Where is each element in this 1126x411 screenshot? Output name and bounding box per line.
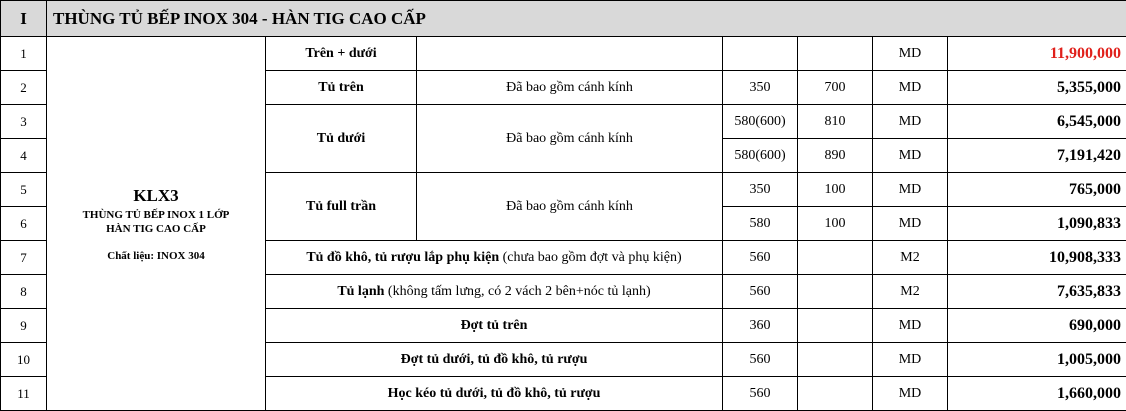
item-name: Đợt tủ trên (266, 309, 723, 343)
item-unit: MD (873, 37, 948, 71)
item-depth: 350 (723, 71, 798, 105)
item-price: 10,908,333 (948, 241, 1126, 275)
row-number: 5 (1, 173, 47, 207)
item-depth: 560 (723, 377, 798, 411)
item-depth: 580 (723, 207, 798, 241)
item-name: Tủ lạnh (337, 284, 384, 299)
item-unit: M2 (873, 275, 948, 309)
item-name: Đợt tủ dưới, tủ đồ khô, tủ rượu (266, 343, 723, 377)
item-unit: MD (873, 173, 948, 207)
item-height: 810 (798, 105, 873, 139)
row-number: 6 (1, 207, 47, 241)
item-name: Tủ đồ khô, tủ rượu lắp phụ kiện (306, 250, 499, 265)
item-depth: 350 (723, 173, 798, 207)
item-depth: 560 (723, 275, 798, 309)
item-name-cell (266, 241, 723, 275)
item-desc (417, 37, 723, 71)
item-depth (723, 37, 798, 71)
item-desc: Đã bao gồm cánh kính (417, 71, 723, 105)
item-note: (chưa bao gồm đợt và phụ kiện) (499, 250, 682, 265)
item-unit: MD (873, 309, 948, 343)
item-height (798, 37, 873, 71)
item-height: 890 (798, 139, 873, 173)
item-depth: 560 (723, 241, 798, 275)
item-unit: MD (873, 71, 948, 105)
item-price: 690,000 (948, 309, 1126, 343)
row-number: 9 (1, 309, 47, 343)
item-depth: 580(600) (723, 105, 798, 139)
item-unit: MD (873, 207, 948, 241)
item-note: (không tấm lưng, có 2 vách 2 bên+nóc tủ lạnh) (384, 284, 650, 299)
product-desc-line1: THÙNG TỦ BẾP INOX 1 LỚP (51, 208, 261, 222)
product-code: KLX3 (51, 186, 261, 206)
row-number: 4 (1, 139, 47, 173)
item-price: 7,191,420 (948, 139, 1126, 173)
item-name: Tủ dưới (266, 105, 417, 173)
item-height: 100 (798, 207, 873, 241)
row-number: 10 (1, 343, 47, 377)
section-header-row (1, 1, 1126, 37)
item-price: 5,355,000 (948, 71, 1126, 105)
item-price: 11,900,000 (948, 37, 1126, 71)
item-depth: 560 (723, 343, 798, 377)
item-unit: MD (873, 343, 948, 377)
item-price: 1,090,833 (948, 207, 1126, 241)
item-height (798, 343, 873, 377)
table-row (1, 37, 1126, 71)
item-depth: 580(600) (723, 139, 798, 173)
item-desc: Đã bao gồm cánh kính (417, 105, 723, 173)
item-depth: 360 (723, 309, 798, 343)
section-number: I (1, 1, 47, 37)
row-number: 8 (1, 275, 47, 309)
row-number: 2 (1, 71, 47, 105)
item-name: Học kéo tủ dưới, tủ đồ khô, tủ rượu (266, 377, 723, 411)
row-number: 7 (1, 241, 47, 275)
item-price: 1,660,000 (948, 377, 1126, 411)
item-height (798, 377, 873, 411)
row-number: 1 (1, 37, 47, 71)
item-unit: MD (873, 377, 948, 411)
item-height: 700 (798, 71, 873, 105)
item-name: Tủ full trần (266, 173, 417, 241)
row-number: 3 (1, 105, 47, 139)
row-number: 11 (1, 377, 47, 411)
item-height (798, 275, 873, 309)
item-height: 100 (798, 173, 873, 207)
item-price: 1,005,000 (948, 343, 1126, 377)
item-price: 6,545,000 (948, 105, 1126, 139)
item-name: Trên + dưới (266, 37, 417, 71)
item-unit: M2 (873, 241, 948, 275)
item-price: 7,635,833 (948, 275, 1126, 309)
item-name-cell (266, 275, 723, 309)
item-height (798, 241, 873, 275)
item-height (798, 309, 873, 343)
item-desc: Đã bao gồm cánh kính (417, 173, 723, 241)
item-unit: MD (873, 139, 948, 173)
section-title: THÙNG TỦ BẾP INOX 304 - HÀN TIG CAO CẤP (47, 1, 1126, 37)
item-name: Tủ trên (266, 71, 417, 105)
item-unit: MD (873, 105, 948, 139)
product-material: Chất liệu: INOX 304 (51, 250, 261, 262)
product-info-cell (47, 37, 266, 411)
item-price: 765,000 (948, 173, 1126, 207)
product-desc-line2: HÀN TIG CAO CẤP (51, 222, 261, 236)
